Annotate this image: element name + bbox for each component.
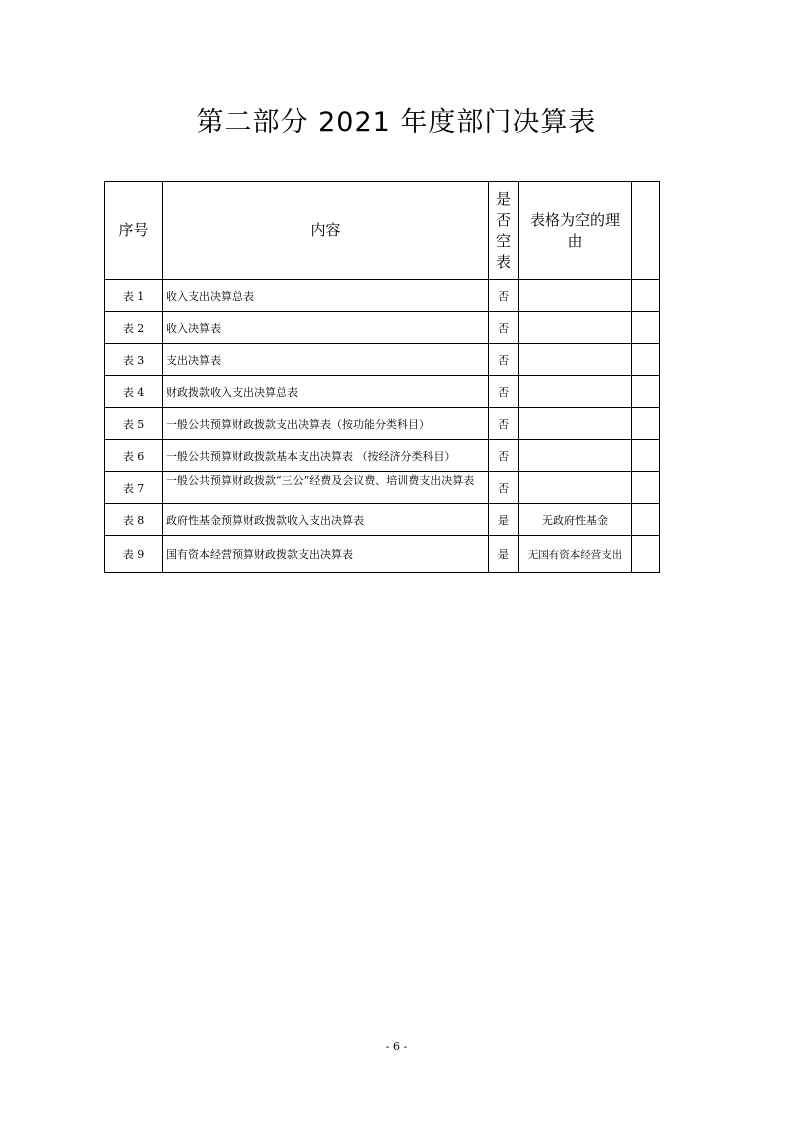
table-row bbox=[105, 344, 660, 376]
row-content: 政府性基金预算财政拨款收入支出决算表 bbox=[163, 504, 489, 536]
row-extra bbox=[632, 440, 660, 472]
header-reason-label: 表格为空的理由 bbox=[529, 210, 620, 250]
budget-tables-list bbox=[104, 181, 660, 573]
table-row bbox=[105, 312, 660, 344]
row-extra bbox=[632, 312, 660, 344]
row-extra bbox=[632, 536, 660, 573]
row-content: 收入支出决算总表 bbox=[163, 280, 489, 312]
row-reason bbox=[519, 280, 632, 312]
header-row bbox=[105, 182, 660, 280]
row-content: 支出决算表 bbox=[163, 344, 489, 376]
header-seq: 序号 bbox=[105, 182, 163, 280]
table-row bbox=[105, 376, 660, 408]
row-reason bbox=[519, 376, 632, 408]
row-content: 财政拨款收入支出决算总表 bbox=[163, 376, 489, 408]
table-row bbox=[105, 280, 660, 312]
row-is-empty: 否 bbox=[489, 408, 519, 440]
header-is-empty-label: 是否空表 bbox=[495, 189, 511, 271]
row-seq: 表 9 bbox=[105, 536, 163, 573]
row-seq: 表 5 bbox=[105, 408, 163, 440]
row-is-empty: 否 bbox=[489, 440, 519, 472]
row-extra bbox=[632, 280, 660, 312]
header-extra bbox=[632, 182, 660, 280]
row-content-text: 一般公共预算财政拨款“三公”经费及会议费、培训费支出决算表 bbox=[166, 474, 475, 487]
row-seq: 表 3 bbox=[105, 344, 163, 376]
row-content bbox=[163, 472, 489, 504]
row-is-empty: 否 bbox=[489, 280, 519, 312]
row-content: 国有资本经营预算财政拨款支出决算表 bbox=[163, 536, 489, 573]
row-extra bbox=[632, 472, 660, 504]
row-reason: 无政府性基金 bbox=[519, 504, 632, 536]
table-row bbox=[105, 408, 660, 440]
row-is-empty: 否 bbox=[489, 376, 519, 408]
row-seq: 表 7 bbox=[105, 472, 163, 504]
row-content: 收入决算表 bbox=[163, 312, 489, 344]
row-extra bbox=[632, 504, 660, 536]
row-is-empty: 是 bbox=[489, 504, 519, 536]
table-row bbox=[105, 504, 660, 536]
row-content: 一般公共预算财政拨款基本支出决算表 （按经济分类科目） bbox=[163, 440, 489, 472]
row-is-empty: 否 bbox=[489, 344, 519, 376]
row-is-empty: 是 bbox=[489, 536, 519, 573]
row-reason bbox=[519, 472, 632, 504]
row-is-empty: 否 bbox=[489, 472, 519, 504]
row-seq: 表 8 bbox=[105, 504, 163, 536]
row-reason bbox=[519, 312, 632, 344]
row-seq: 表 4 bbox=[105, 376, 163, 408]
row-extra bbox=[632, 408, 660, 440]
row-seq: 表 1 bbox=[105, 280, 163, 312]
table-row bbox=[105, 472, 660, 504]
row-reason bbox=[519, 440, 632, 472]
header-is-empty bbox=[489, 182, 519, 280]
table-row bbox=[105, 536, 660, 573]
page-number: - 6 - bbox=[385, 1040, 408, 1053]
header-content: 内容 bbox=[163, 182, 489, 280]
row-reason: 无国有资本经营支出 bbox=[519, 536, 632, 573]
table-row bbox=[105, 440, 660, 472]
row-extra bbox=[632, 344, 660, 376]
row-seq: 表 6 bbox=[105, 440, 163, 472]
header-reason bbox=[519, 182, 632, 280]
row-is-empty: 否 bbox=[489, 312, 519, 344]
row-reason bbox=[519, 408, 632, 440]
row-seq: 表 2 bbox=[105, 312, 163, 344]
row-content: 一般公共预算财政拨款支出决算表（按功能分类科目） bbox=[163, 408, 489, 440]
page-title: 第二部分 2021 年度部门决算表 bbox=[196, 107, 597, 138]
row-reason bbox=[519, 344, 632, 376]
row-extra bbox=[632, 376, 660, 408]
